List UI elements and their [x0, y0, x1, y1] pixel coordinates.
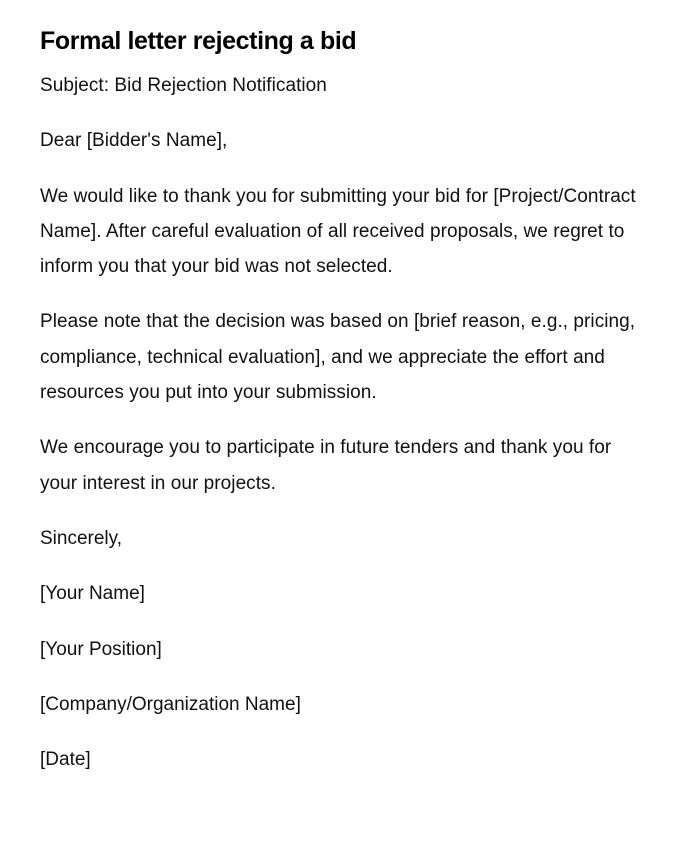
- signature-name: [Your Name]: [40, 583, 145, 605]
- signature-position: [Your Position]: [40, 638, 162, 660]
- signature-organization: [Company/Organization Name]: [40, 693, 301, 715]
- letter-paragraph-thanks: We would like to thank you for submitting your bid for [Project/Contract Name]. After careful evaluation of all received proposals, we regret to inform you that your bid was not selected.: [40, 185, 636, 278]
- letter-subject: Subject: Bid Rejection Notification: [40, 75, 327, 96]
- letter-document: [40, 24, 640, 797]
- letter-paragraph-encouragement: We encourage you to participate in future tenders and thank you for your interest in our projects.: [40, 437, 612, 494]
- signature-date: [Date]: [40, 749, 91, 771]
- document-title: Formal letter rejecting a bid: [40, 27, 357, 55]
- letter-paragraph-reason: Please note that the decision was based on [brief reason, e.g., pricing, compliance, technical evaluation], and we appreciate the effort and resources you put into your submission.: [40, 311, 636, 404]
- letter-closing: Sincerely,: [40, 527, 123, 549]
- letter-salutation: Dear [Bidder's Name],: [40, 130, 228, 152]
